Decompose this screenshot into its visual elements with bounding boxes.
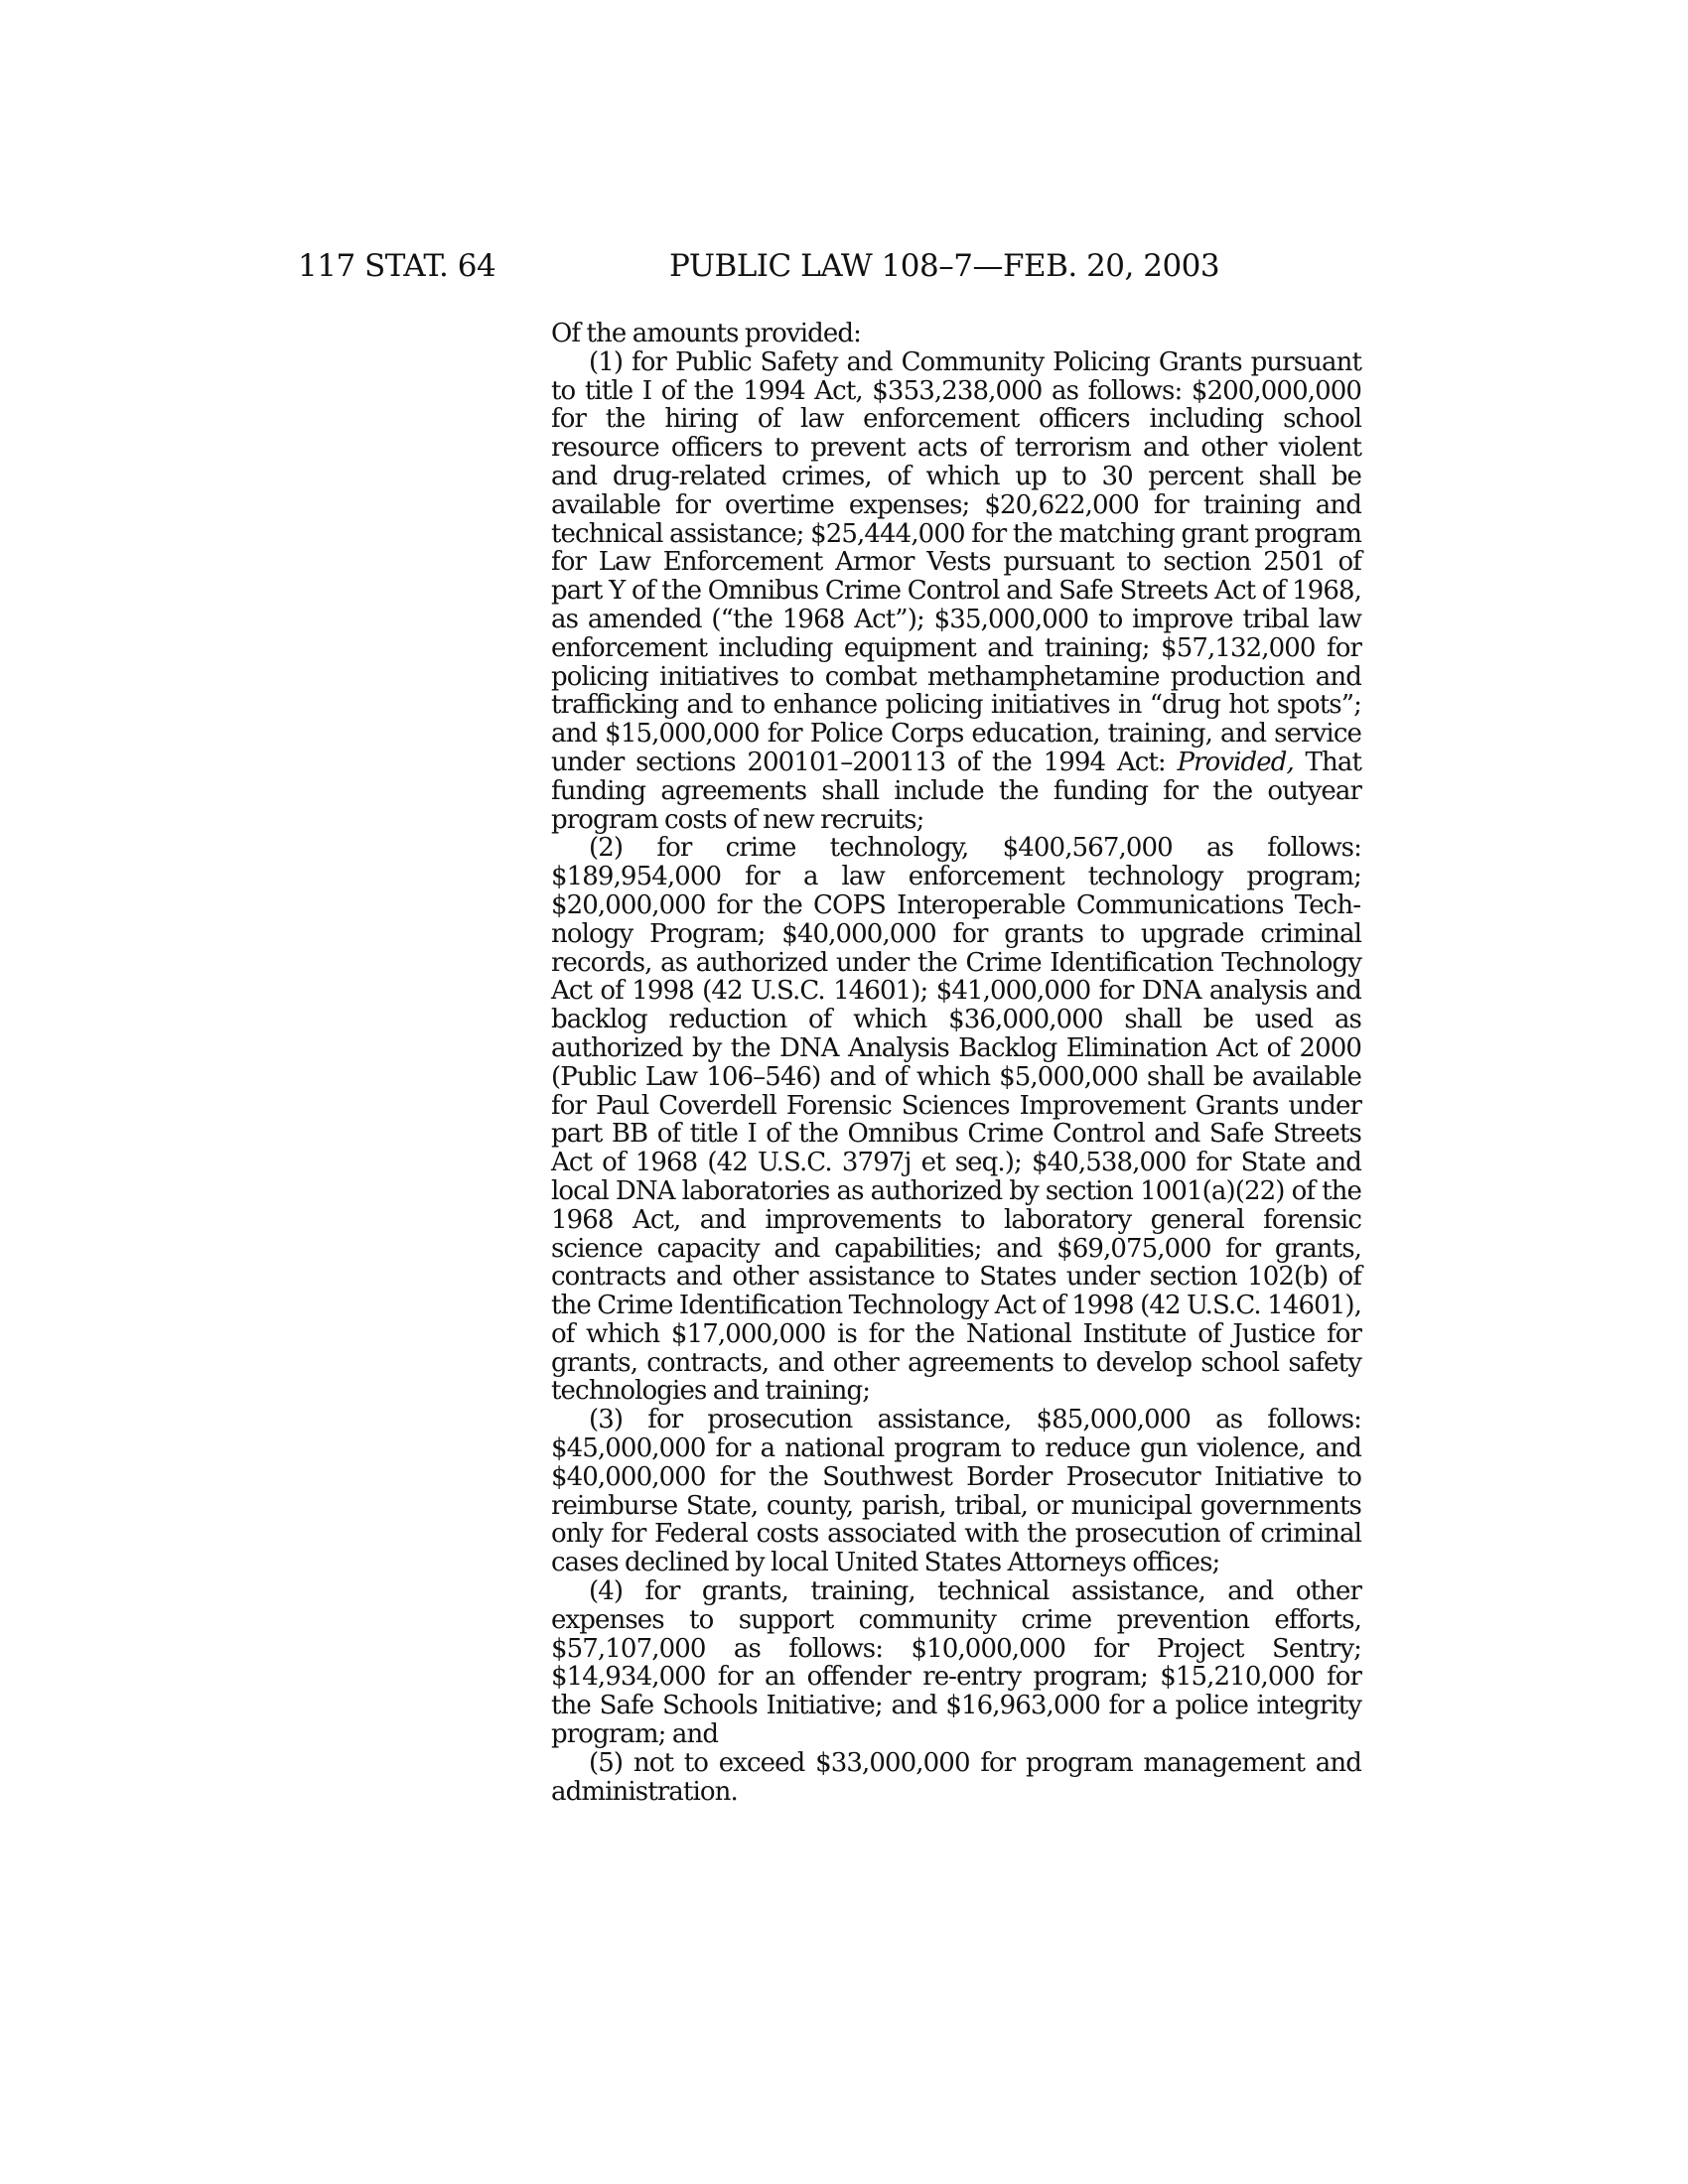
paragraph-4: (4) for grants, training, technical assistance, and other expenses to support community crime prevention efforts, $57,107,000 as follows: $10,000,000 for Project Sentry; $14,934,000 for an offender re-entry program; $15,210,000 for the Safe Schools Initiative; and $16,963,000 for a police integrity program; and [551, 1576, 1361, 1750]
provided-emphasis: Provided, [1177, 747, 1294, 777]
law-title: PUBLIC LAW 108–7—FEB. 20, 2003 [669, 248, 1220, 284]
intro-line: Of the amounts provided: [551, 319, 861, 348]
stat-citation: 117 STAT. 64 [298, 248, 496, 284]
paragraph-2: (2) for crime technology, $400,567,000 as follows: $189,954,000 for a law enforcement technology program; $20,000,000 for the COPS Interoperable Communications Technology Program; $40,000,000 for grants to upgrade criminal records, as authorized under the Crime Identification Technology Act of 1998 (42 U.S.C. 14601); $41,000,000 for DNA analysis and backlog reduction of which $36,000,000 shall be used as authorized by the DNA Analysis Backlog Elimination Act of 2000 (Public Law 106–546) and of which $5,000,000 shall be available for Paul Coverdell Forensic Sciences Improvement Grants under part BB of title I of the Omnibus Crime Control and Safe Streets Act of 1968 (42 U.S.C. 3797j et seq.); $40,538,000 for State and local DNA laboratories as authorized by section 1001(a)(22) of the 1968 Act, and improvements to laboratory general forensic science capacity and capabilities; and $69,075,000 for grants, contracts and other assistance to States under section 102(b) of the Crime Identification Technology Act of 1998 (42 U.S.C. 14601), of which $17,000,000 is for the National Institute of Justice for grants, contracts, and other agreements to develop school safety technologies and training; [551, 833, 1361, 1407]
paragraph-5: (5) not to exceed $33,000,000 for program management and administration. [551, 1747, 1361, 1807]
paragraph-1 [551, 348, 1361, 835]
page-header [298, 246, 1390, 286]
paragraph-3: (3) for prosecution assistance, $85,000,000 as follows: $45,000,000 for a national program to reduce gun violence, and $40,000,000 for the Southwest Border Prosecutor Initiative to reimburse State, county, parish, tribal, or municipal governments only for Federal costs associated with the prosecution of criminal cases declined by local United States Attorneys offices; [551, 1405, 1361, 1578]
paragraph-1-text: (1) for Public Safety and Community Policing Grants pursuant to title I of the 1994 Act, $353,238,000 as follows: $200,000,000 for the hiring of law enforcement officers including school resource officers to prevent acts of terrorism and other violent and drug-related crimes, of which up to 30 percent shall be available for overtime expenses; $20,622,000 for training and technical assistance; $25,444,000 for the matching grant program for Law Enforcement Armor Vests pursuant to section 2501 of part Y of the Omnibus Crime Control and Safe Streets Act of 1968, as amended (“the 1968 Act”); $35,000,000 to improve tribal law enforcement including equipment and training; $57,132,000 for policing initiatives to combat methamphetamine production and trafficking and to enhance policing initiatives in “drug hot spots”; and $15,000,000 for Police Corps education, training, and service under sections 200101–200113 of the 1994 Act: [551, 346, 1361, 777]
document-body [551, 320, 1361, 1806]
paragraph-1-continuation: That funding agreements shall include the funding for the outyear program costs of new recruits; [551, 747, 1361, 835]
